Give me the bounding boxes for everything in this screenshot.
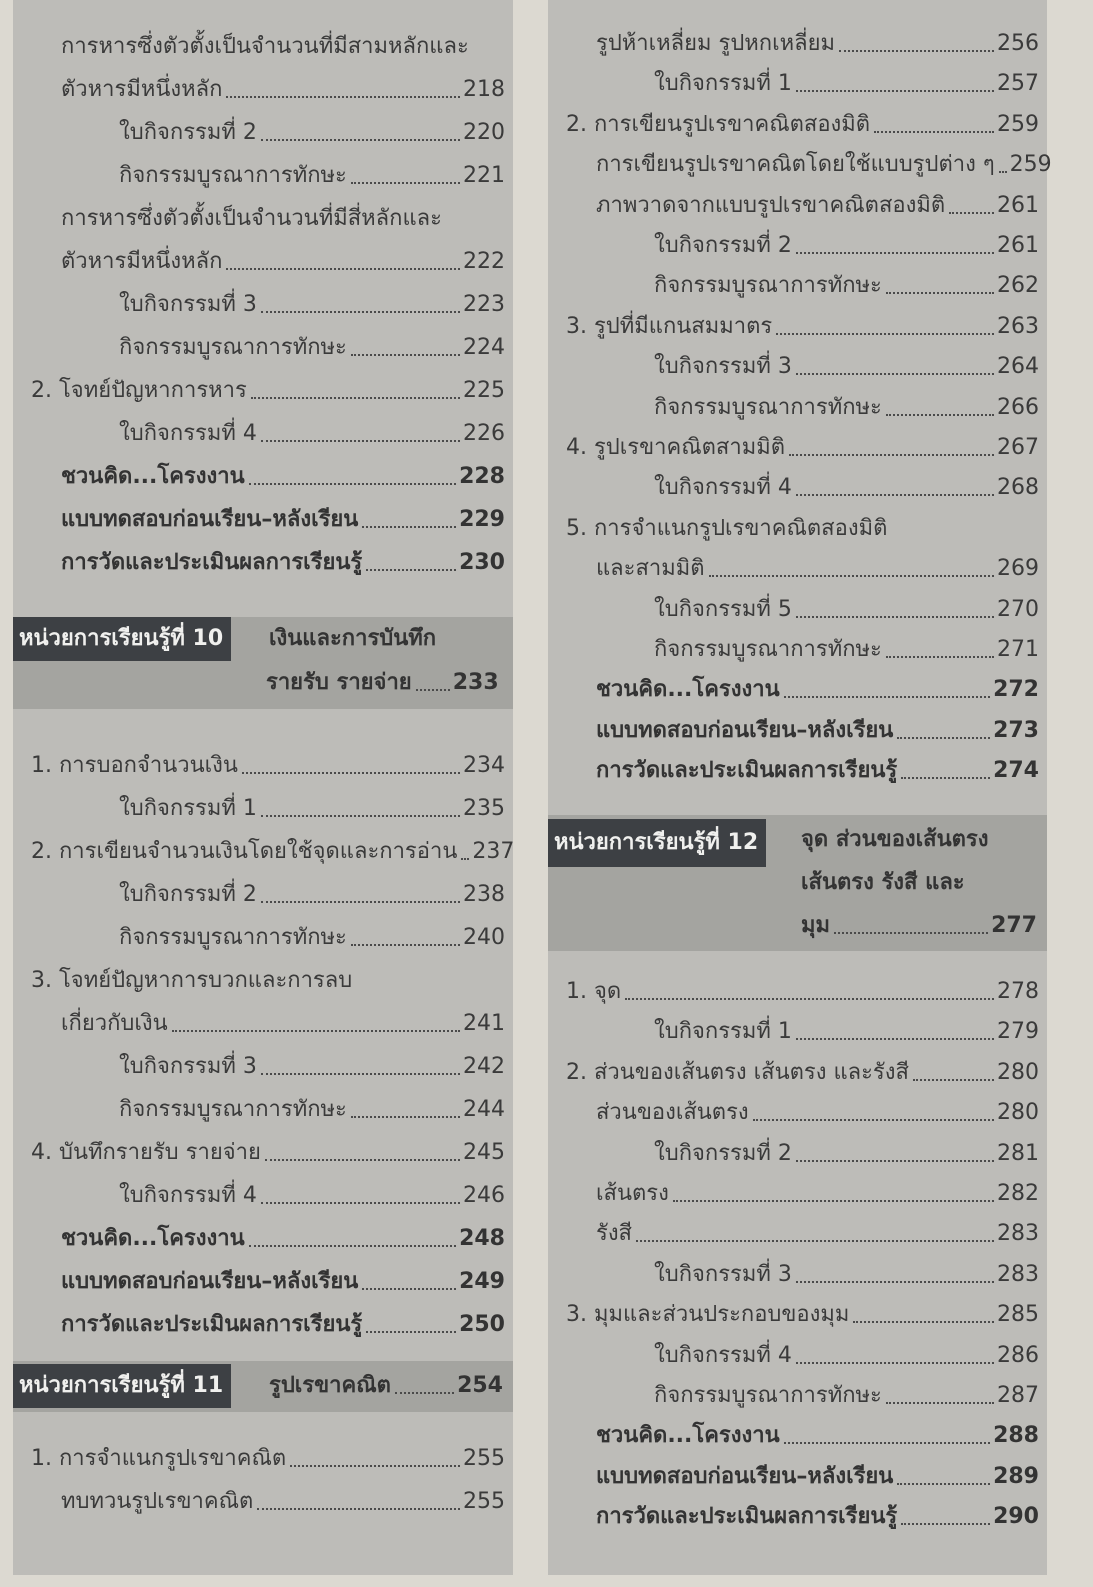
page-number: 250 [459, 1312, 505, 1337]
toc-entry-title: กิจกรรมบูรณาการทักษะ [119, 335, 347, 360]
toc-entry[interactable] [548, 706, 1047, 746]
dot-leader [886, 655, 994, 658]
dot-leader [172, 1029, 460, 1032]
page-number: 280 [997, 1059, 1039, 1085]
unit-title-text: รายรับ รายจ่าย [266, 670, 412, 695]
toc-entry[interactable] [548, 140, 1052, 180]
unit-badge: หน่วยการเรียนรู้ที่ 11 [13, 1364, 231, 1408]
page-number: 267 [997, 435, 1039, 460]
dot-leader [261, 1072, 460, 1075]
toc-left-column [13, 0, 513, 1575]
page-number: 220 [463, 120, 505, 145]
dot-leader [784, 695, 990, 698]
toc-entry-title: ใบกิจกรรมที่ 1 [654, 71, 792, 97]
page-number: 256 [997, 31, 1039, 56]
dot-leader [776, 332, 994, 335]
unit-title-line-1: จุด ส่วนของเส้นตรง [801, 827, 989, 852]
dot-leader [886, 1401, 994, 1404]
toc-entry-title: กิจกรรมบูรณาการทักษะ [654, 1383, 882, 1408]
toc-entry-title: ชวนคิด...โครงงาน [61, 1226, 245, 1251]
unit-title-line-2: เส้นตรง รังสี และ [801, 870, 965, 895]
toc-right-column [548, 0, 1052, 1575]
page-number: 259 [997, 111, 1039, 137]
toc-entry[interactable] [548, 1331, 1047, 1371]
page-number: 274 [993, 758, 1039, 784]
dot-leader [362, 1287, 456, 1290]
dot-leader [897, 736, 990, 739]
toc-entry[interactable] [13, 1257, 513, 1297]
dot-leader [897, 1482, 990, 1485]
toc-entry-title: ใบกิจกรรมที่ 4 [119, 421, 257, 446]
dot-leader [625, 997, 994, 1000]
dot-leader [351, 353, 460, 356]
toc-entry-title: ชวนคิด...โครงงาน [61, 464, 245, 489]
toc-entry[interactable] [13, 1300, 513, 1340]
toc-entry-title: แบบทดสอบก่อนเรียน–หลังเรียน [596, 717, 894, 743]
dot-leader [290, 1464, 460, 1467]
page-number: 257 [997, 71, 1039, 97]
toc-entry-title: ชวนคิด...โครงงาน [596, 1423, 780, 1449]
page-number: 264 [997, 354, 1039, 380]
page-number: 263 [997, 313, 1039, 339]
page-number: 283 [997, 1221, 1039, 1247]
toc-entry[interactable] [548, 1129, 1047, 1169]
dot-leader [673, 1199, 994, 1202]
dot-leader [351, 943, 460, 946]
toc-entry[interactable] [13, 237, 513, 277]
toc-entry[interactable] [548, 1209, 1047, 1249]
dot-leader [949, 211, 994, 214]
toc-entry-title: 2. ส่วนของเส้นตรง เส้นตรง และรังสี [566, 1059, 909, 1085]
dot-leader [796, 1361, 994, 1364]
toc-entry-title: ใบกิจกรรมที่ 4 [654, 475, 792, 501]
toc-entry[interactable] [548, 302, 1047, 342]
toc-entry[interactable] [13, 495, 513, 535]
toc-entry-title: ใบกิจกรรมที่ 1 [119, 796, 257, 821]
toc-entry-title: แบบทดสอบก่อนเรียน–หลังเรียน [596, 1463, 894, 1489]
toc-entry-title: ตัวหารมีหนึ่งหลัก [61, 77, 223, 102]
toc-entry[interactable] [13, 741, 513, 781]
page-number: 287 [997, 1383, 1039, 1408]
toc-entry[interactable] [548, 1290, 1047, 1330]
toc-entry[interactable] [13, 827, 513, 867]
dot-leader [796, 1159, 994, 1162]
page-number: 269 [997, 556, 1039, 582]
toc-entry-title: 2. โจทย์ปัญหาการหาร [31, 378, 247, 403]
toc-entry-title: แบบทดสอบก่อนเรียน–หลังเรียน [61, 1269, 359, 1294]
dot-leader [709, 574, 994, 577]
toc-entry[interactable] [548, 423, 1047, 463]
toc-entry[interactable] [13, 913, 513, 953]
toc-entry-title: 1. การบอกจำนวนเงิน [31, 753, 238, 778]
toc-entry[interactable] [13, 323, 513, 363]
dot-leader [416, 688, 450, 691]
toc-entry[interactable] [548, 1250, 1047, 1290]
dot-leader [901, 776, 990, 779]
toc-entry-title: รูปห้าเหลี่ยม รูปหกเหลี่ยม [596, 31, 836, 56]
dot-leader [913, 1078, 994, 1081]
toc-entry-title: ใบกิจกรรมที่ 5 [654, 596, 792, 622]
page-number: 226 [463, 421, 505, 446]
toc-entry-title: เส้นตรง [596, 1181, 669, 1206]
toc-entry-title: ใบกิจกรรมที่ 2 [119, 120, 257, 145]
toc-entry[interactable] [548, 100, 1047, 140]
page-number: 272 [993, 677, 1039, 703]
page-number: 279 [997, 1019, 1039, 1045]
page-number: 259 [1009, 152, 1052, 178]
toc-entry[interactable] [13, 22, 513, 62]
page-number: 273 [993, 717, 1039, 743]
toc-entry-title: 3. โจทย์ปัญหาการบวกและการลบ [31, 968, 353, 993]
toc-entry[interactable] [13, 65, 513, 105]
unit-12-header[interactable] [548, 815, 1047, 951]
toc-entry-title: กิจกรรมบูรณาการทักษะ [654, 394, 882, 420]
page-number: 278 [997, 979, 1039, 1004]
dot-leader [249, 482, 456, 485]
toc-entry-title: กิจกรรมบูรณาการทักษะ [654, 637, 882, 662]
page-number: 240 [463, 925, 505, 950]
dot-leader [796, 1037, 994, 1040]
toc-entry[interactable] [13, 366, 513, 406]
dot-leader [784, 1441, 990, 1444]
dot-leader [796, 89, 994, 92]
dot-leader [257, 1507, 460, 1510]
page-number: 280 [997, 1100, 1039, 1126]
toc-entry-title: ใบกิจกรรมที่ 2 [654, 1140, 792, 1166]
toc-entry-title: ใบกิจกรรมที่ 4 [119, 1183, 257, 1208]
toc-entry-title: ใบกิจกรรมที่ 3 [119, 1054, 257, 1079]
dot-leader [261, 900, 460, 903]
toc-entry-title: กิจกรรมบูรณาการทักษะ [119, 1097, 347, 1122]
toc-entry-title: ใบกิจกรรมที่ 2 [654, 233, 792, 258]
page-number: 255 [463, 1446, 505, 1471]
toc-entry-title: การหารซึ่งตัวตั้งเป็นจำนวนที่มีสี่หลักและ [61, 206, 442, 231]
dot-leader [874, 130, 994, 133]
toc-entry[interactable] [548, 1492, 1047, 1532]
dot-leader [901, 1522, 990, 1525]
page-number: 242 [463, 1054, 505, 1079]
dot-leader [796, 251, 994, 254]
dot-leader [366, 1330, 456, 1333]
toc-entry-title: การเขียนรูปเรขาคณิตโดยใช้แบบรูปต่าง ๆ [596, 152, 995, 178]
toc-entry[interactable] [548, 221, 1047, 261]
unit-10-header[interactable] [13, 617, 513, 709]
page-number: 286 [997, 1342, 1039, 1368]
toc-entry-title: 3. มุมและส่วนประกอบของมุม [566, 1302, 850, 1328]
toc-entry[interactable] [13, 194, 513, 234]
dot-leader [636, 1239, 994, 1242]
toc-entry[interactable] [548, 585, 1047, 625]
page-number: 233 [452, 670, 499, 695]
page-number: 255 [463, 1489, 505, 1514]
page-number: 218 [463, 77, 505, 102]
toc-entry[interactable] [548, 746, 1047, 786]
toc-entry[interactable] [13, 1214, 513, 1254]
unit-title-text: มุม [801, 913, 831, 938]
unit-title: เงินและการบันทึก [269, 626, 437, 651]
dot-leader [261, 1201, 460, 1204]
toc-entry[interactable] [548, 665, 1047, 705]
dot-leader [753, 1118, 994, 1121]
dot-leader [796, 372, 994, 375]
toc-entry[interactable] [13, 151, 513, 191]
toc-entry[interactable] [548, 181, 1047, 221]
page-number: 229 [459, 507, 505, 532]
toc-entry[interactable] [13, 409, 513, 449]
page-number: 223 [463, 292, 505, 317]
dot-leader [366, 568, 456, 571]
toc-entry[interactable] [13, 1128, 513, 1168]
unit-title-text: รูปเรขาคณิต [269, 1373, 391, 1398]
toc-entry[interactable] [13, 1042, 513, 1082]
toc-entry-title: การวัดและประเมินผลการเรียนรู้ [61, 550, 363, 575]
toc-entry-title: ชวนคิด...โครงงาน [596, 677, 780, 703]
page-number: 234 [463, 753, 505, 778]
dot-leader [796, 1280, 994, 1283]
page-number: 268 [997, 475, 1039, 501]
page-number: 228 [459, 464, 505, 489]
toc-entry-title: ทบทวนรูปเรขาคณิต [61, 1489, 254, 1514]
dot-leader [796, 493, 994, 496]
dot-leader [261, 310, 460, 313]
toc-entry[interactable] [548, 1007, 1047, 1047]
page-number: 289 [993, 1463, 1039, 1489]
page-number: 282 [997, 1181, 1039, 1206]
dot-leader [249, 1244, 456, 1247]
toc-entry-title: การวัดและประเมินผลการเรียนรู้ [61, 1312, 363, 1337]
dot-leader [796, 615, 994, 618]
toc-entry-title: 4. รูปเรขาคณิตสามมิติ [566, 435, 785, 460]
toc-entry-title: ใบกิจกรรมที่ 3 [654, 1261, 792, 1287]
dot-leader [886, 413, 994, 416]
page-number: 249 [459, 1269, 505, 1294]
page-number: 266 [997, 394, 1039, 420]
page-number: 290 [993, 1504, 1039, 1530]
page-number: 261 [997, 192, 1039, 218]
toc-entry[interactable] [548, 342, 1047, 382]
toc-entry-title: 5. การจำแนกรูปเรขาคณิตสองมิติ [566, 515, 888, 541]
toc-entry-title: 2. การเขียนจำนวนเงินโดยใช้จุดและการอ่าน [31, 839, 458, 864]
toc-entry[interactable] [13, 1171, 513, 1211]
toc-entry-title: ตัวหารมีหนึ่งหลัก [61, 249, 223, 274]
unit-11-header[interactable] [13, 1361, 513, 1412]
page-number: 288 [993, 1423, 1039, 1449]
toc-entry[interactable] [548, 19, 1047, 59]
dot-leader [362, 525, 456, 528]
page-number: 277 [991, 913, 1037, 938]
toc-entry-title: การวัดและประเมินผลการเรียนรู้ [596, 1504, 898, 1530]
toc-entry[interactable] [13, 1477, 513, 1517]
toc-entry[interactable] [13, 280, 513, 320]
unit-badge: หน่วยการเรียนรู้ที่ 10 [13, 617, 231, 661]
page-number: 222 [463, 249, 505, 274]
page-number: 271 [997, 637, 1039, 662]
toc-entry-title: 1. การจำแนกรูปเรขาคณิต [31, 1446, 287, 1471]
dot-leader [351, 1115, 460, 1118]
toc-entry[interactable] [548, 504, 1047, 544]
toc-entry[interactable] [548, 1088, 1047, 1128]
toc-entry-title: กิจกรรมบูรณาการทักษะ [654, 273, 882, 299]
dot-leader [265, 1158, 460, 1161]
page-number: 245 [463, 1140, 505, 1165]
dot-leader [351, 181, 460, 184]
page-number: 261 [997, 233, 1039, 258]
toc-entry-title: ใบกิจกรรมที่ 2 [119, 882, 257, 907]
dot-leader [834, 931, 988, 934]
toc-entry-title: ภาพวาดจากแบบรูปเรขาคณิตสองมิติ [596, 192, 946, 218]
toc-entry[interactable] [13, 1434, 513, 1474]
page-number: 285 [997, 1302, 1039, 1328]
toc-entry-title: 4. บันทึกรายรับ รายจ่าย [31, 1140, 261, 1165]
toc-entry[interactable] [548, 383, 1047, 423]
toc-entry[interactable] [548, 544, 1047, 584]
toc-entry-title: ใบกิจกรรมที่ 1 [654, 1019, 792, 1045]
toc-entry-title: แบบทดสอบก่อนเรียน–หลังเรียน [61, 507, 359, 532]
page-number: 237 [472, 839, 515, 864]
toc-entry-title: รังสี [596, 1221, 632, 1247]
toc-entry-title: 1. จุด [566, 979, 622, 1004]
toc-entry-title: การหารซึ่งตัวตั้งเป็นจำนวนที่มีสามหลักและ [61, 34, 469, 59]
toc-entry[interactable] [548, 463, 1047, 503]
page-number: 270 [997, 596, 1039, 622]
toc-entry-title: กิจกรรมบูรณาการทักษะ [119, 925, 347, 950]
toc-entry[interactable] [548, 1452, 1047, 1492]
page-number: 281 [997, 1140, 1039, 1166]
toc-entry-title: 2. การเขียนรูปเรขาคณิตสองมิติ [566, 111, 871, 137]
page-number: 221 [463, 163, 505, 188]
toc-entry[interactable] [13, 870, 513, 910]
toc-entry[interactable] [548, 967, 1047, 1007]
dot-leader [261, 814, 460, 817]
page-number: 262 [997, 273, 1039, 299]
toc-entry[interactable] [548, 1048, 1047, 1088]
page-number: 241 [463, 1011, 505, 1036]
toc-entry-title: ใบกิจกรรมที่ 4 [654, 1342, 792, 1368]
unit-title-line-3 [801, 911, 1037, 941]
toc-entry[interactable] [548, 1411, 1047, 1451]
dot-leader [886, 291, 994, 294]
page-number: 248 [459, 1226, 505, 1251]
dot-leader [226, 95, 460, 98]
toc-entry[interactable] [13, 784, 513, 824]
toc-entry-title: และสามมิติ [596, 556, 705, 582]
toc-entry[interactable] [548, 59, 1047, 99]
page-number: 224 [463, 335, 505, 360]
toc-entry[interactable] [13, 956, 513, 996]
page-number: 238 [463, 882, 505, 907]
toc-entry-title: กิจกรรมบูรณาการทักษะ [119, 163, 347, 188]
dot-leader [261, 138, 460, 141]
dot-leader [999, 170, 1007, 173]
dot-leader [242, 771, 460, 774]
toc-entry[interactable] [13, 999, 513, 1039]
page-number: 235 [463, 796, 505, 821]
page-number: 254 [457, 1373, 503, 1398]
page-number: 283 [997, 1261, 1039, 1287]
toc-entry[interactable] [548, 261, 1047, 301]
toc-entry[interactable] [13, 452, 513, 492]
dot-leader [839, 49, 994, 52]
dot-leader [251, 396, 460, 399]
unit-title-line-2 [266, 668, 503, 698]
toc-entry[interactable] [13, 538, 513, 578]
toc-entry[interactable] [548, 1371, 1047, 1411]
toc-entry-title: ใบกิจกรรมที่ 3 [119, 292, 257, 317]
dot-leader [395, 1391, 454, 1394]
toc-entry[interactable] [548, 1169, 1047, 1209]
page-number: 230 [459, 550, 505, 575]
dot-leader [261, 439, 460, 442]
unit-badge: หน่วยการเรียนรู้ที่ 12 [548, 819, 766, 867]
toc-entry-title: 3. รูปที่มีแกนสมมาตร [566, 313, 773, 339]
page-number: 225 [463, 378, 505, 403]
toc-entry[interactable] [13, 108, 513, 148]
dot-leader [853, 1320, 994, 1323]
toc-entry[interactable] [13, 1085, 513, 1125]
page-number: 244 [463, 1097, 505, 1122]
dot-leader [226, 267, 460, 270]
toc-entry-title: ใบกิจกรรมที่ 3 [654, 354, 792, 380]
toc-entry-title: ส่วนของเส้นตรง [596, 1100, 749, 1126]
toc-entry[interactable] [548, 625, 1047, 665]
toc-entry-title: เกี่ยวกับเงิน [61, 1011, 168, 1036]
unit-title-line [269, 1371, 503, 1401]
page-number: 246 [463, 1183, 505, 1208]
dot-leader [789, 453, 994, 456]
dot-leader [461, 857, 469, 860]
toc-entry-title: การวัดและประเมินผลการเรียนรู้ [596, 758, 898, 784]
